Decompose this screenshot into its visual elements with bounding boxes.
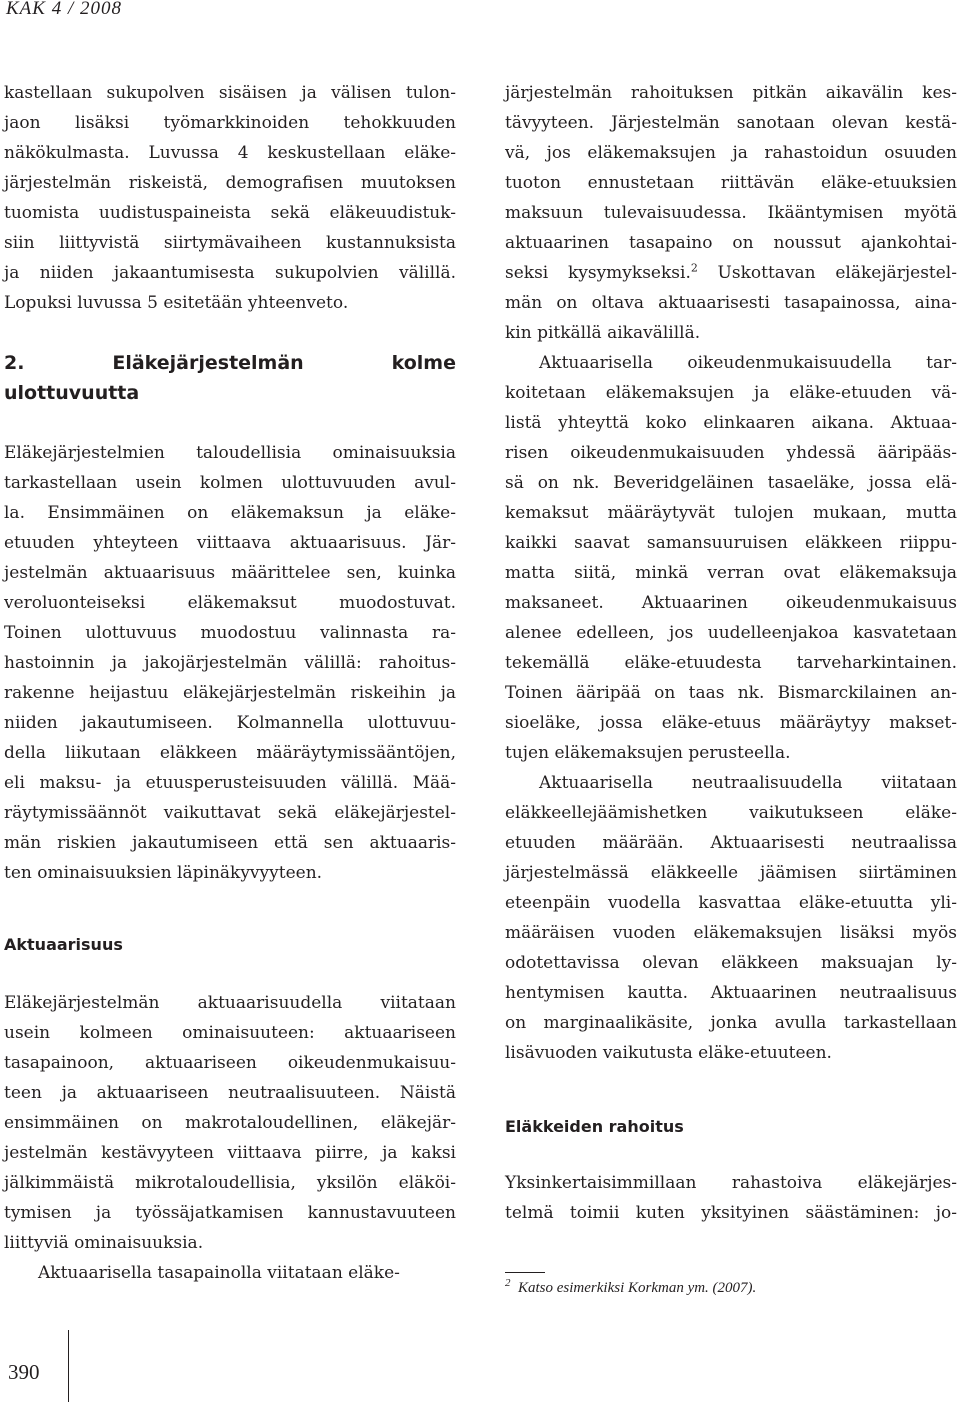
text-line: näkökulmasta. Luvussa 4 keskustellaan eläke- [4, 143, 456, 163]
text-line: on marginaalikäsite, jonka avulla tarkastellaan [505, 1013, 957, 1033]
text-line: teen ja aktuaariseen neutraalisuuteen. Näistä [4, 1083, 456, 1103]
text-line: telmä toimii kuten yksityinen säästäminen: jo- [505, 1203, 957, 1223]
text-line: hentymisen kautta. Aktuaarinen neutraalisuus [505, 983, 957, 1003]
text-line: tekemällä eläke-etuudesta tarveharkintainen. [505, 653, 957, 673]
text-line: koitetaan eläkemaksujen ja eläke-etuuden vä- [505, 383, 957, 403]
text-line: män on oltava aktuaarisesti tasapainossa, aina- [505, 293, 957, 313]
text-line: Yksinkertaisimmillaan rahastoiva eläkejärjes- [505, 1173, 957, 1193]
text-line: sioeläke, jossa eläke-etuus määräytyy makset- [505, 713, 957, 733]
text-line: jestelmän aktuaarisuus määrittelee sen, kuinka [4, 563, 456, 583]
text-line: ulottuvuutta [4, 382, 140, 404]
text-line: kastellaan sukupolven sisäisen ja välisen tulon- [4, 83, 456, 103]
text-line: sä on nk. Beveridgeläinen tasaeläke, jossa elä- [505, 473, 957, 493]
text-line: aktuaarinen tasapaino on noussut ajankohtai- [505, 233, 957, 253]
text-line: Eläkejärjestelmän aktuaarisuudella viitataan [4, 993, 456, 1013]
text-line: tasapainoon, aktuaariseen oikeudenmukaisuu- [4, 1053, 456, 1073]
text-line: järjestelmän riskeistä, demografisen muutoksen [4, 173, 456, 193]
text-line: eteenpäin vuodella kasvattaa eläke-etuutta yli- [505, 893, 957, 913]
text-line: alenee edelleen, jos uudelleenjakoa kasvatetaan [505, 623, 957, 643]
text-line: jaon lisäksi työmarkkinoiden tehokkuuden [4, 113, 456, 133]
text-line: matta siitä, minkä verran ovat eläkemaksuja [505, 563, 957, 583]
footnote-reference[interactable]: 2 [690, 261, 698, 275]
text-line: veroluonteiseksi eläkemaksut muodostuvat. [4, 593, 456, 613]
text-line: jälkimmäistä mikrotaloudellisia, yksilön eläköi- [4, 1173, 456, 1193]
text-line: Toinen ääripää on taas nk. Bismarckilainen an- [505, 683, 957, 703]
page-number: 390 [8, 1360, 40, 1384]
text-line: tuoton ennustetaan riittävän eläke-etuuksien [505, 173, 957, 193]
text-line: hastoinnin ja jakojärjestelmän välillä: rahoitus- [4, 653, 456, 673]
text-line: lisävuoden vaikutusta eläke-etuuteen. [505, 1043, 832, 1063]
footnote-text: Katso esimerkiksi Korkman ym. (2007). [518, 1280, 757, 1296]
text-line: usein kolmeen ominaisuuteen: aktuaariseen [4, 1023, 456, 1043]
text-line: tävyyteen. Järjestelmän sanotaan olevan kestä- [505, 113, 957, 133]
text-line: della liikutaan eläkkeen määräytymissääntöjen, [4, 743, 456, 763]
text-line: siin liittyvistä siirtymävaiheen kustannuksista [4, 233, 456, 253]
text-line: määräisen vuoden eläkemaksujen lisäksi myös [505, 923, 957, 943]
tasapaino-paragraph-start [4, 1258, 456, 1288]
tasapaino-paragraph-continued [505, 78, 957, 348]
text-line: etuuden yhteyteen viittaava aktuaarisuus. Jär- [4, 533, 456, 553]
text-line: män riskien jakautumiseen että sen aktuaaris- [4, 833, 456, 853]
left-column [4, 78, 456, 1288]
text-line: jestelmän kestävyyteen viittaava piirre, ja kaksi [4, 1143, 456, 1163]
text-line: 2. Eläkejärjestelmän kolme [4, 352, 456, 374]
text-line: järjestelmän rahoituksen pitkän aikavälin kes- [505, 83, 957, 103]
section-paragraph [4, 438, 456, 888]
text-line: Lopuksi luvussa 5 esitetään yhteenveto. [4, 293, 349, 313]
text-line: kaikki saavat samansuuruisen eläkkeen riippu- [505, 533, 957, 553]
text-line [505, 258, 957, 288]
text-fragment: seksi kysymykseksi. [505, 263, 691, 283]
text-line: tymisen ja työssäjatkamisen kannustavuuteen [4, 1203, 456, 1223]
neutraalisuus-paragraph [505, 768, 957, 1068]
text-line: Aktuaarisella tasapainolla viitataan eläke- [38, 1263, 400, 1283]
footnote-number: 2 [505, 1277, 511, 1289]
text-line: Aktuaarisella neutraalisuudella viitataan [539, 773, 957, 793]
text-line: tujen eläkemaksujen perusteella. [505, 743, 791, 763]
running-head: KAK 4 / 2008 [6, 0, 122, 19]
section-heading [4, 348, 456, 408]
text-line: odotettavissa olevan eläkkeen maksuajan ly- [505, 953, 957, 973]
rahoitus-paragraph [505, 1168, 957, 1228]
text-line: liittyviä ominaisuuksia. [4, 1233, 204, 1253]
text-line: niiden jakautumiseen. Kolmannella ulottuvuu- [4, 713, 456, 733]
text-line: Eläkejärjestelmien taloudellisia ominaisuuksia [4, 443, 456, 463]
text-line: eläkkeellejäämishetken vaikutukseen eläke- [505, 803, 957, 823]
text-line: kin pitkällä aikavälillä. [505, 323, 701, 343]
oikeudenmukaisuus-paragraph [505, 348, 957, 768]
text-fragment: Uskottavan eläkejärjestel- [697, 263, 957, 283]
text-line: räytymissäännöt vaikuttavat sekä eläkejärjestel- [4, 803, 456, 823]
text-line: ensimmäinen on makrotaloudellinen, eläkejär- [4, 1113, 456, 1133]
text-line: kemaksut määräytyvät tulojen mukaan, mutta [505, 503, 957, 523]
subheading-elakkeiden-rahoitus: Eläkkeiden rahoitus [505, 1117, 684, 1136]
aktuaarisuus-paragraph [4, 988, 456, 1258]
subheading-aktuaarisuus: Aktuaarisuus [4, 935, 123, 954]
text-line: eli maksu- ja etuusperusteisuuden välillä. Mää- [4, 773, 456, 793]
text-line: etuuden määrään. Aktuaarisesti neutraalissa [505, 833, 957, 853]
text-line: vä, jos eläkemaksujen ja rahastoidun osuuden [505, 143, 957, 163]
text-line: la. Ensimmäinen on eläkemaksun ja eläke- [4, 503, 456, 523]
text-line: rakenne heijastuu eläkejärjestelmän riskeihin ja [4, 683, 456, 703]
text-line: ten ominaisuuksien läpinäkyvyyteen. [4, 863, 323, 883]
footnote-rule [505, 1272, 545, 1273]
footnote [505, 1277, 757, 1297]
intro-paragraph [4, 78, 456, 318]
text-line: Toinen ulottuvuus muodostuu valinnasta ra- [4, 623, 456, 643]
text-line: Aktuaarisella oikeudenmukaisuudella tar- [539, 353, 957, 373]
text-line: maksaneet. Aktuaarinen oikeudenmukaisuus [505, 593, 957, 613]
folio-rule [68, 1330, 69, 1402]
text-line: ja niiden jakaantumisesta sukupolvien välillä. [4, 263, 456, 283]
right-column [505, 78, 957, 1296]
text-line: järjestelmässä eläkkeelle jäämisen siirtäminen [505, 863, 957, 883]
text-line: risen oikeudenmukaisuuden yhdessä ääripääs- [505, 443, 957, 463]
text-line: tuomista uudistuspaineista sekä eläkeuudistuk- [4, 203, 456, 223]
text-line: listä yhteyttä koko elinkaaren aikana. Aktuaa- [505, 413, 957, 433]
text-line: maksuun tulevaisuudessa. Ikääntymisen myötä [505, 203, 957, 223]
text-line: tarkastellaan usein kolmen ulottuvuuden avul- [4, 473, 456, 493]
